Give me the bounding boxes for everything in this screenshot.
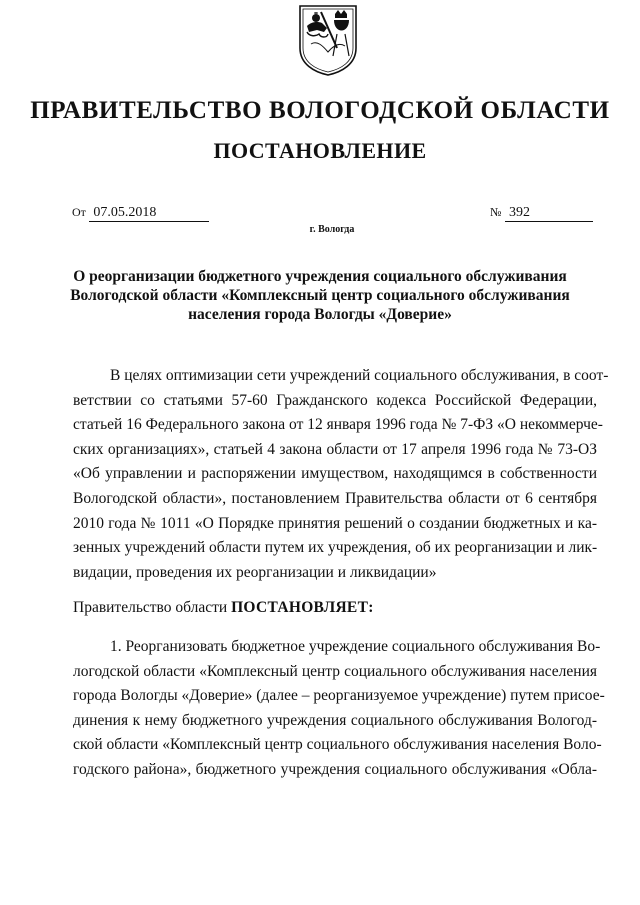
- paragraph-line: «Об управлении и распоряжении имуществом, находящимся в собственности: [73, 465, 597, 483]
- subject-line: Вологодской области «Комплексный центр социального обслуживания: [70, 287, 570, 304]
- preamble-paragraph: [73, 364, 609, 585]
- paragraph-line: видации, проведения их реорганизации и ликвидации»: [73, 563, 437, 581]
- resolve-prefix: Правительство области: [73, 599, 228, 616]
- document-type: ПОСТАНОВЛЕНИЕ: [213, 138, 427, 163]
- paragraph-line: ской области «Комплексный центр социального обслуживания населения Воло-: [73, 736, 602, 754]
- paragraph-line: Вологодской области», постановлением Правительства области от 6 сентября: [73, 489, 597, 507]
- clause-1-paragraph: [73, 635, 605, 783]
- paragraph-line: 2010 года № 1011 «О Порядке принятия решений о создании бюджетных и ка-: [73, 514, 597, 532]
- date-value: 07.05.2018: [89, 205, 209, 222]
- document-date: [72, 205, 209, 222]
- government-title: ПРАВИТЕЛЬСТВО ВОЛОГОДСКОЙ ОБЛАСТИ: [30, 97, 610, 124]
- subject-line: населения города Вологды «Доверие»: [188, 306, 452, 323]
- paragraph-line: зенных учреждений области путем их учреждения, об их реорганизации и лик-: [73, 539, 598, 557]
- paragraph-line: ветствии со статьями 57-60 Гражданского кодекса Российской Федерации,: [73, 391, 597, 409]
- number-prefix: №: [490, 205, 502, 219]
- subject-line: О реорганизации бюджетного учреждения социального обслуживания: [73, 268, 567, 285]
- resolve-line: [73, 596, 597, 621]
- paragraph-line: годского района», бюджетного учреждения социального обслуживания «Обла-: [73, 760, 597, 778]
- document-subject: [60, 267, 580, 324]
- paragraph-line: статьей 16 Федерального закона от 12 января 1996 года № 7-ФЗ «О некоммерче-: [73, 416, 603, 434]
- paragraph-line: ских организациях», статьей 4 закона области от 17 апреля 1996 года № 73-ОЗ: [73, 440, 597, 458]
- resolve-word: ПОСТАНОВЛЯЕТ:: [231, 599, 374, 616]
- document-number: [490, 205, 593, 222]
- paragraph-line: динения к нему бюджетного учреждения социального обслуживания Вологод-: [73, 711, 597, 729]
- number-value: 392: [505, 205, 593, 222]
- paragraph-line: города Вологды «Доверие» (далее – реорганизуемое учреждение) путем присое-: [73, 687, 605, 705]
- paragraph-line: 1. Реорганизовать бюджетное учреждение социального обслуживания Во-: [110, 638, 601, 655]
- date-prefix: От: [72, 205, 86, 219]
- document-city: г. Вологда: [309, 224, 355, 235]
- paragraph-line: логодской области «Комплексный центр социального обслуживания населения: [73, 662, 597, 680]
- paragraph-line: В целях оптимизации сети учреждений социального обслуживания, в соот-: [110, 367, 609, 384]
- vologda-coat-of-arms-icon: [297, 4, 359, 76]
